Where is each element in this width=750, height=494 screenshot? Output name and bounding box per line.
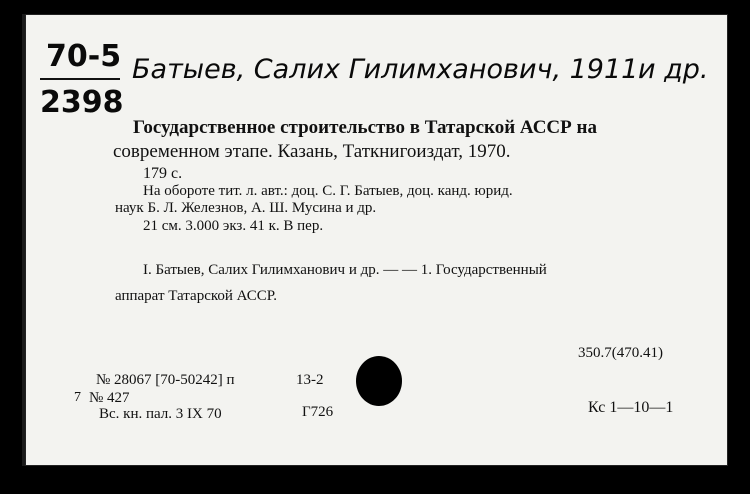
note-line-2: наук Б. Л. Железнов, А. Ш. Мусина и др. <box>115 200 377 216</box>
code-13-2: 13-2 <box>296 372 324 388</box>
page-count: 179 с. <box>143 165 183 182</box>
note-line-1: На обороте тит. л. авт.: доц. С. Г. Батыев, доц. канд. юрид. <box>143 183 513 199</box>
kc-code: Кс 1—10—1 <box>588 399 674 416</box>
card-punch-hole <box>356 356 402 406</box>
accession-line: Вс. кн. пал. 3 IX 70 <box>99 406 222 422</box>
call-number-bottom: 2398 <box>40 85 124 120</box>
order-prefix: 7 <box>74 390 81 405</box>
tracing-line-2: аппарат Татарской АССР. <box>115 288 277 304</box>
tracing-line-1: I. Батыев, Салих Гилимханович и др. — — 1. Государственный <box>143 262 547 278</box>
g-code: Г726 <box>302 404 334 420</box>
order-number: № 427 <box>89 390 130 406</box>
author-suffix: и др. <box>638 54 709 85</box>
author-handwritten: Батыев, Салих Гилимханович, 1911 <box>132 54 639 85</box>
call-number-top: 70-5 <box>46 39 122 74</box>
card-number: № 28067 [70-50242] п <box>96 372 235 388</box>
call-number-divider <box>40 78 120 80</box>
title-line-2: современном этапе. Казань, Таткнигоиздат, 1970. <box>113 141 511 162</box>
print-info: 21 см. 3.000 экз. 41 к. В пер. <box>143 218 324 234</box>
title-line-1: Государственное строительство в Татарской АССР на <box>133 117 597 138</box>
classification-code: 350.7(470.41) <box>578 345 663 361</box>
